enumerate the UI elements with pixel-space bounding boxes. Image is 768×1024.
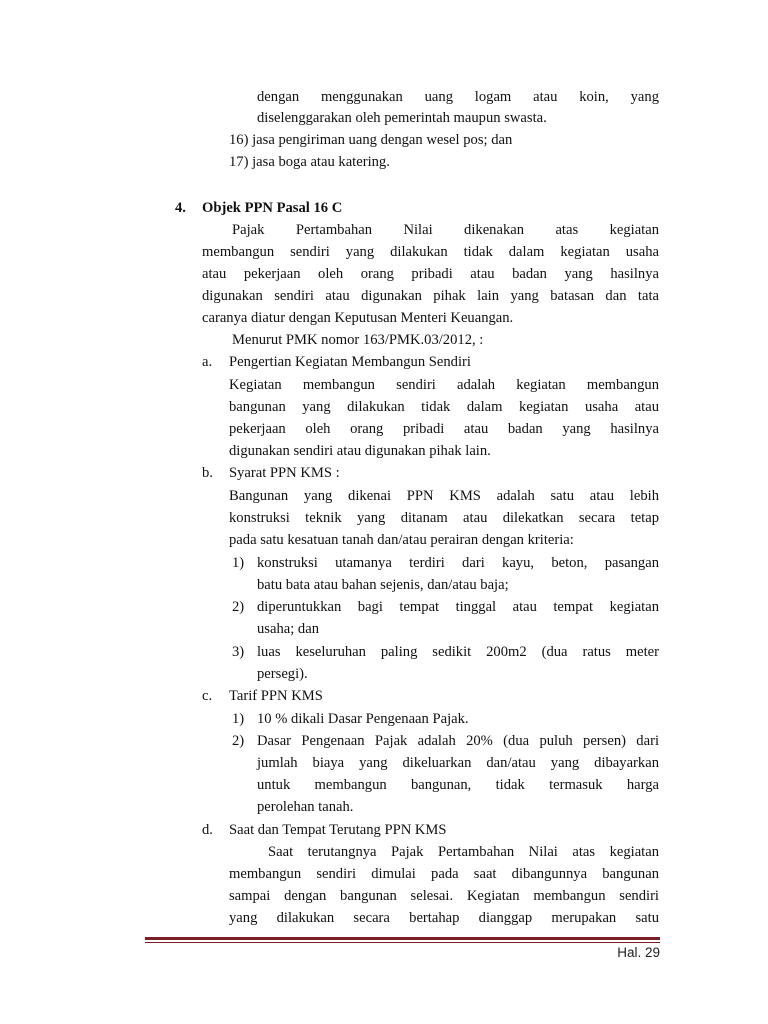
text-line: 1) (232, 555, 245, 571)
text-line: Dasar Pengenaan Pajak adalah 20% (dua puluh persen) dari (257, 733, 659, 749)
page-number: Hal. 29 (617, 945, 660, 960)
text-line: bangunan yang dilakukan tidak dalam kegiatan usaha atau (229, 399, 659, 415)
text-line: diperuntukkan bagi tempat tinggal atau tempat kegiatan (257, 599, 659, 615)
text-line: sampai dengan bangunan selesai. Kegiatan membangun sendiri (229, 888, 659, 904)
text-line: atau pekerjaan oleh orang pribadi atau badan yang hasilnya (202, 266, 659, 282)
text-line: konstruksi utamanya terdiri dari kayu, beton, pasangan (257, 555, 659, 571)
text-line: digunakan sendiri atau digunakan pihak lain. (229, 443, 491, 459)
text-line: konstruksi teknik yang ditanam atau dilekatkan secara tetap (229, 510, 659, 526)
text-line: 1) (232, 711, 245, 727)
text-line: 10 % dikali Dasar Pengenaan Pajak. (257, 711, 469, 727)
text-line: 4. (175, 200, 186, 216)
text-line: Pengertian Kegiatan Membangun Sendiri (229, 354, 471, 370)
text-line: digunakan sendiri atau digunakan pihak lain yang batasan dan tata (202, 288, 659, 304)
text-line: pekerjaan oleh orang pribadi atau badan yang hasilnya (229, 421, 659, 437)
footer-rule-thick (145, 937, 660, 940)
text-line: Syarat PPN KMS : (229, 465, 340, 481)
text-line: untuk membangun bangunan, tidak termasuk harga (257, 777, 659, 793)
text-line: 2) (232, 733, 245, 749)
text-line: d. (202, 822, 213, 838)
text-line: yang dilakukan secara bertahap dianggap merupakan satu (229, 910, 659, 926)
text-line: pada satu kesatuan tanah dan/atau perairan dengan kriteria: (229, 532, 574, 548)
text-line: perolehan tanah. (257, 799, 354, 815)
text-line: 2) (232, 599, 245, 615)
text-line: jumlah biaya yang dikeluarkan dan/atau yang dibayarkan (257, 755, 659, 771)
text-line: Bangunan yang dikenai PPN KMS adalah satu atau lebih (229, 488, 659, 504)
text-line: 17) jasa boga atau katering. (229, 154, 390, 170)
text-line: 16) jasa pengiriman uang dengan wesel pos; dan (229, 132, 513, 148)
text-line: Objek PPN Pasal 16 C (202, 200, 343, 216)
text-line: membangun sendiri yang dilakukan tidak dalam kegiatan usaha (202, 244, 659, 260)
text-line: Saat dan Tempat Terutang PPN KMS (229, 822, 447, 838)
text-line: dengan menggunakan uang logam atau koin, yang (257, 89, 659, 105)
footer-rule-thin (145, 942, 660, 943)
text-line: c. (202, 688, 213, 704)
text-line: luas keseluruhan paling sedikit 200m2 (dua ratus meter (257, 644, 659, 660)
text-line: membangun sendiri dimulai pada saat dibangunnya bangunan (229, 866, 659, 882)
text-line: caranya diatur dengan Keputusan Menteri Keuangan. (202, 310, 514, 326)
text-line: b. (202, 465, 213, 481)
text-line: batu bata atau bahan sejenis, dan/atau baja; (257, 577, 509, 593)
text-line: Pajak Pertambahan Nilai dikenakan atas kegiatan (232, 222, 659, 238)
text-line: Tarif PPN KMS (229, 688, 323, 704)
text-line: Kegiatan membangun sendiri adalah kegiatan membangun (229, 377, 659, 393)
text-line: a. (202, 354, 213, 370)
text-line: diselenggarakan oleh pemerintah maupun swasta. (257, 110, 547, 126)
text-line: usaha; dan (257, 621, 320, 637)
text-line: Saat terutangnya Pajak Pertambahan Nilai atas kegiatan (268, 844, 659, 860)
text-line: 3) (232, 644, 245, 660)
text-line: persegi). (257, 666, 308, 682)
text-line: Menurut PMK nomor 163/PMK.03/2012, : (232, 332, 484, 348)
